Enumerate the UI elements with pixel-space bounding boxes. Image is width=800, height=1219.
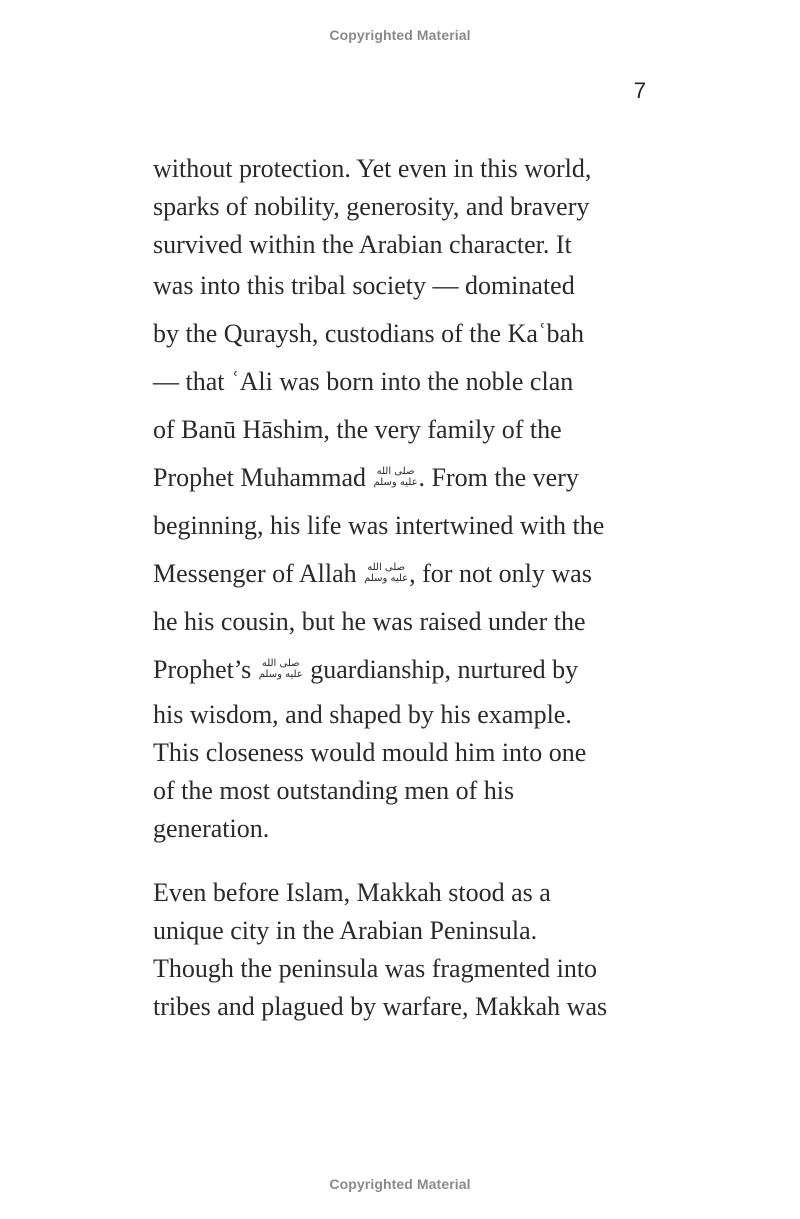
text-line: survived within the Arabian character. It (153, 230, 572, 259)
text-line (153, 650, 673, 698)
text-line: — that ʿAli was born into the noble clan (153, 367, 574, 396)
text-line: of Banū Hāshim, the very family of the (153, 415, 562, 444)
text-line: Even before Islam, Makkah stood as a (153, 878, 551, 907)
text-fragment: Prophet’s (153, 655, 258, 684)
text-line: without protection. Yet even in this world, (153, 154, 592, 183)
text-line: he his cousin, but he was raised under the (153, 607, 586, 636)
body-text (153, 152, 673, 1028)
text-fragment: guardianship, nurtured by (303, 655, 579, 684)
honorific-glyph: صلى الله عليه وسلم (364, 562, 409, 584)
text-fragment: Messenger of Allah (153, 559, 364, 588)
copyright-watermark-bottom: Copyrighted Material (329, 1176, 471, 1192)
text-line: generation. (153, 814, 270, 843)
text-fragment: , for not only was (409, 559, 592, 588)
text-line: Though the peninsula was fragmented into (153, 954, 598, 983)
text-line (153, 554, 673, 602)
text-line: tribes and plagued by warfare, Makkah was (153, 992, 608, 1021)
text-line (153, 458, 673, 506)
honorific-glyph: صلى الله عليه وسلم (373, 466, 418, 488)
text-line: unique city in the Arabian Peninsula. (153, 916, 538, 945)
page-number: 7 (633, 78, 646, 103)
text-line: beginning, his life was intertwined with the (153, 511, 605, 540)
text-line: This closeness would mould him into one (153, 738, 587, 767)
paragraph-gap (153, 850, 673, 876)
text-line: of the most outstanding men of his (153, 776, 515, 805)
text-line: was into this tribal society — dominated (153, 271, 575, 300)
text-line: his wisdom, and shaped by his example. (153, 700, 572, 729)
text-line: by the Quraysh, custodians of the Kaʿbah (153, 319, 585, 348)
honorific-glyph: صلى الله عليه وسلم (258, 658, 303, 680)
text-fragment: Prophet Muhammad (153, 463, 373, 492)
text-line: sparks of nobility, generosity, and bravery (153, 192, 590, 221)
text-fragment: . From the very (418, 463, 579, 492)
copyright-watermark-top: Copyrighted Material (329, 27, 471, 43)
